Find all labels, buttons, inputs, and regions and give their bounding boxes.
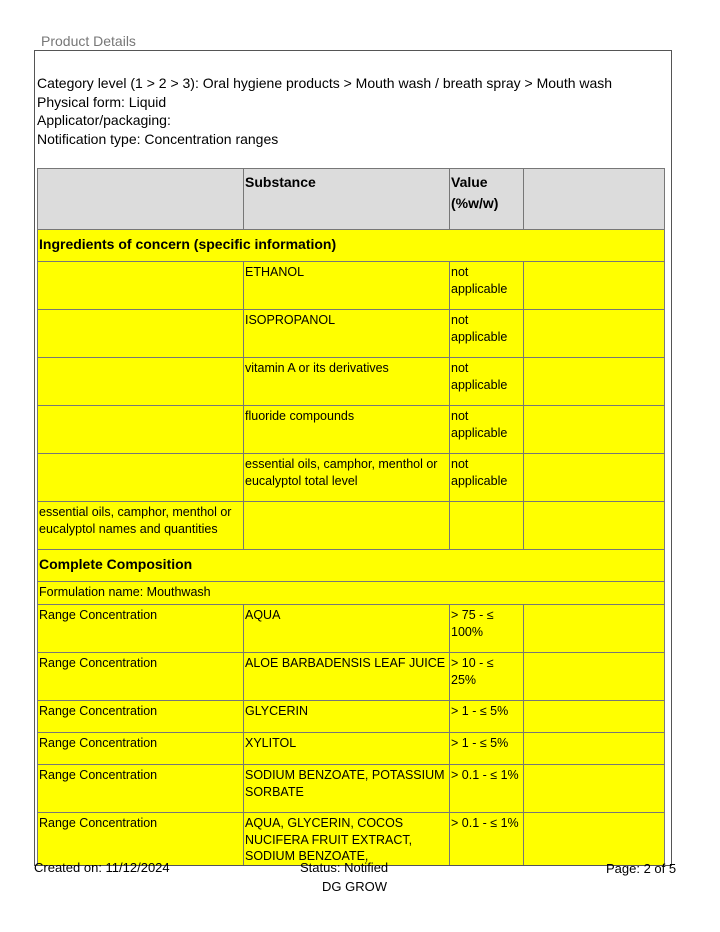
blank-cell xyxy=(524,701,665,733)
value-cell: not applicable xyxy=(450,310,524,358)
table-row xyxy=(38,502,665,550)
section-label: Product Details xyxy=(41,33,136,49)
formulation-name-row xyxy=(38,582,665,605)
row-label-cell: Range Concentration xyxy=(38,733,244,765)
value-cell: > 1 - ≤ 5% xyxy=(450,733,524,765)
row-label-cell: Range Concentration xyxy=(38,701,244,733)
table-row xyxy=(38,813,665,867)
substance-cell: essential oils, camphor, menthol or eucalyptol total level xyxy=(244,454,450,502)
substance-cell xyxy=(244,502,450,550)
value-cell: > 0.1 - ≤ 1% xyxy=(450,813,524,867)
notification-type-line: Notification type: Concentration ranges xyxy=(37,131,279,148)
substance-cell: vitamin A or its derivatives xyxy=(244,358,450,406)
table-row xyxy=(38,605,665,653)
header-value xyxy=(450,169,524,230)
footer-page: Page: 2 of 5 xyxy=(606,861,677,876)
row-label-cell: Range Concentration xyxy=(38,653,244,701)
blank-cell xyxy=(524,358,665,406)
footer-company: DG GROW xyxy=(322,879,387,894)
value-cell: not applicable xyxy=(450,454,524,502)
blank-cell xyxy=(524,813,665,867)
header-substance: Substance xyxy=(244,169,450,230)
concern-group-row xyxy=(38,230,665,262)
row-label-cell xyxy=(38,310,244,358)
category-line: Category level (1 > 2 > 3): Oral hygiene products > Mouth wash / breath spray > Mouth wash xyxy=(37,75,613,91)
substance-cell: AQUA xyxy=(244,605,450,653)
blank-cell xyxy=(524,605,665,653)
row-label-cell: Range Concentration xyxy=(38,765,244,813)
row-label-cell xyxy=(38,358,244,406)
applicator-line: Applicator/packaging: xyxy=(37,112,171,129)
value-cell: > 1 - ≤ 5% xyxy=(450,701,524,733)
row-label-cell xyxy=(38,454,244,502)
substance-cell: ISOPROPANOL xyxy=(244,310,450,358)
substance-cell: ALOE BARBADENSIS LEAF JUICE xyxy=(244,653,450,701)
value-cell xyxy=(450,502,524,550)
row-label-cell: essential oils, camphor, menthol or eucalyptol names and quantities xyxy=(38,502,244,550)
physical-form-line: Physical form: Liquid xyxy=(37,93,167,110)
row-label-cell: Range Concentration xyxy=(38,813,244,867)
concern-group-title: Ingredients of concern (specific information) xyxy=(38,230,665,262)
substance-cell: SODIUM BENZOATE, POTASSIUM SORBATE xyxy=(244,765,450,813)
value-cell: > 0.1 - ≤ 1% xyxy=(450,765,524,813)
blank-cell xyxy=(524,262,665,310)
header-value-label: Value xyxy=(451,174,488,190)
substance-cell: AQUA, GLYCERIN, COCOS NUCIFERA FRUIT EXTRACT, SODIUM BENZOATE, xyxy=(244,813,450,867)
header-blank-cell xyxy=(524,169,665,230)
table-row xyxy=(38,262,665,310)
substance-cell: XYLITOL xyxy=(244,733,450,765)
table-row xyxy=(38,701,665,733)
value-cell: not applicable xyxy=(450,262,524,310)
value-cell: not applicable xyxy=(450,358,524,406)
table-header-row xyxy=(38,169,665,230)
table-row xyxy=(38,358,665,406)
blank-cell xyxy=(524,406,665,454)
footer-created: Created on: 11/12/2024 xyxy=(34,860,170,875)
row-label-cell: Range Concentration xyxy=(38,605,244,653)
blank-cell xyxy=(524,733,665,765)
row-label-cell xyxy=(38,406,244,454)
product-details-frame xyxy=(34,50,672,866)
value-cell: not applicable xyxy=(450,406,524,454)
blank-cell xyxy=(524,502,665,550)
product-info xyxy=(37,74,612,149)
blank-cell xyxy=(524,765,665,813)
blank-cell xyxy=(524,310,665,358)
value-cell: > 10 - ≤ 25% xyxy=(450,653,524,701)
composition-group-title: Complete Composition xyxy=(38,550,665,582)
value-cell: > 75 - ≤ 100% xyxy=(450,605,524,653)
table-row xyxy=(38,653,665,701)
composition-group-row xyxy=(38,550,665,582)
substance-cell: GLYCERIN xyxy=(244,701,450,733)
substance-cell: fluoride compounds xyxy=(244,406,450,454)
table-row xyxy=(38,310,665,358)
table-row xyxy=(38,406,665,454)
table-row xyxy=(38,765,665,813)
row-label-cell xyxy=(38,262,244,310)
substance-cell: ETHANOL xyxy=(244,262,450,310)
header-value-unit: (%w/w) xyxy=(451,195,499,211)
table-row xyxy=(38,733,665,765)
table-row xyxy=(38,454,665,502)
formulation-name-cell: Formulation name: Mouthwash xyxy=(38,582,665,605)
blank-cell xyxy=(524,454,665,502)
blank-cell xyxy=(524,653,665,701)
header-blank-cell xyxy=(38,169,244,230)
footer-status: Status: Notified xyxy=(300,860,389,875)
composition-table xyxy=(37,168,665,866)
